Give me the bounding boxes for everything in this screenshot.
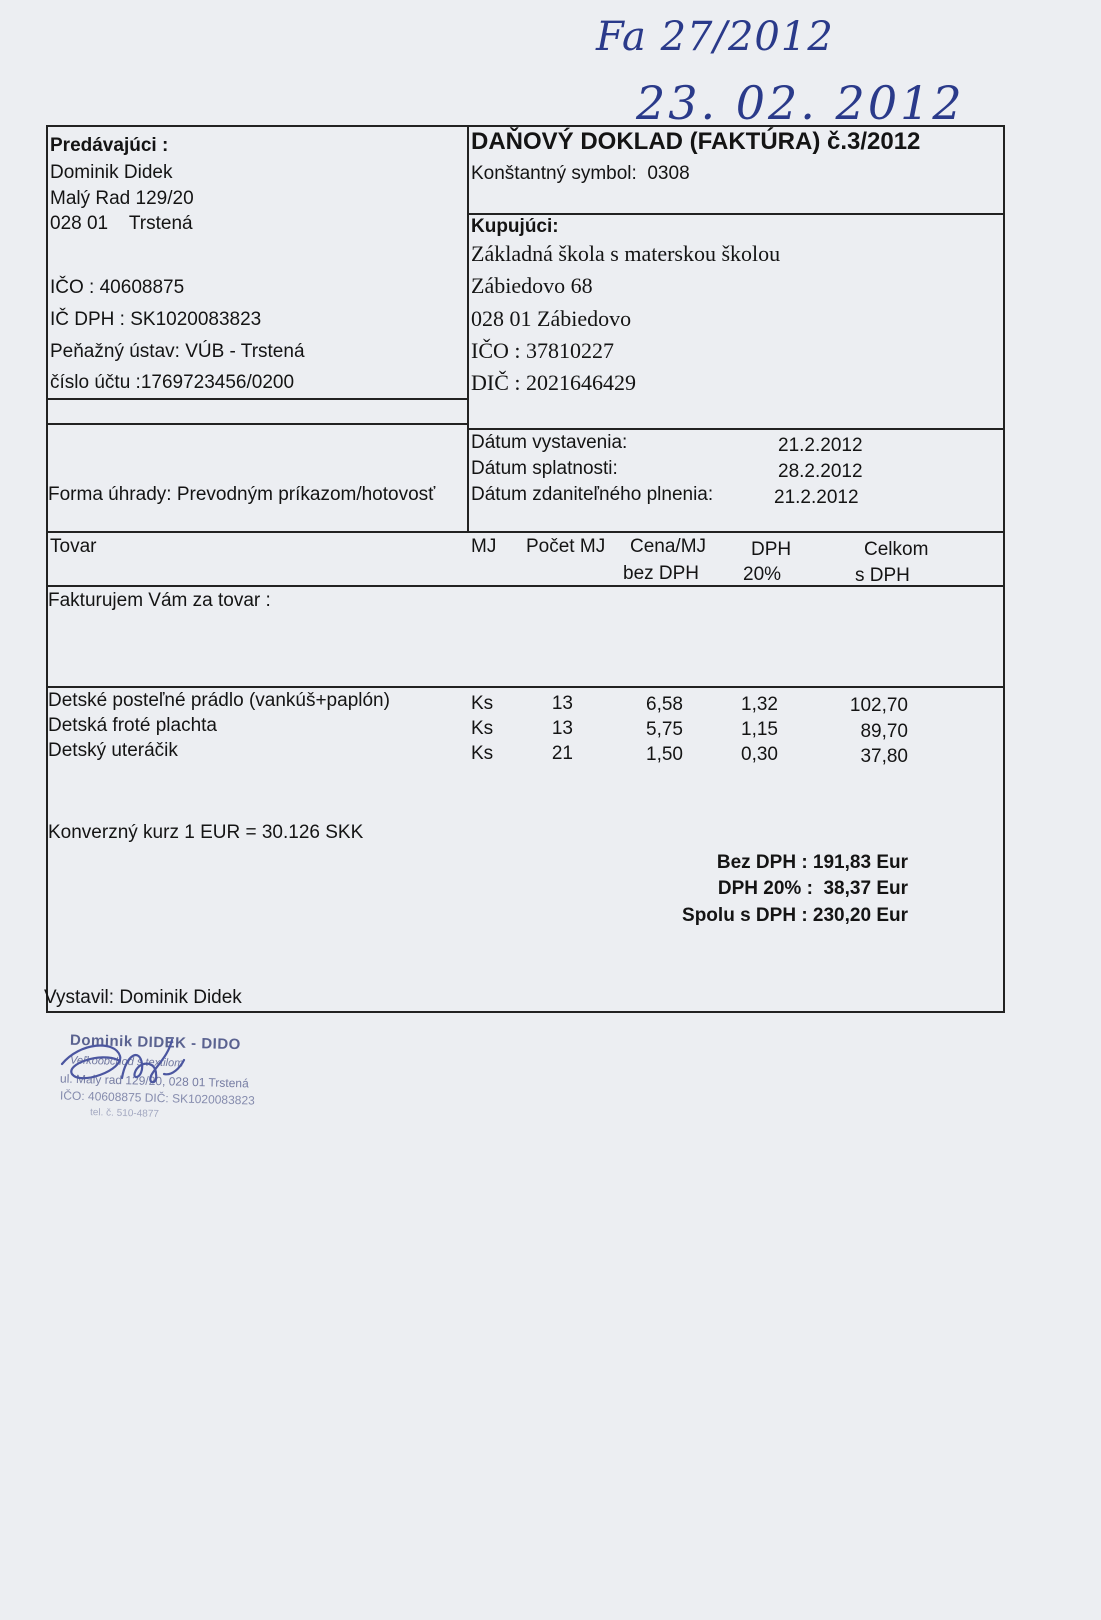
header-qty: Počet MJ <box>526 536 606 557</box>
seller-city: 028 01 Trstená <box>50 213 193 234</box>
seller-bank: Peňažný ústav: VÚB - Trstená <box>50 341 305 362</box>
stamp-line-ids: IČO: 40608875 DIČ: SK1020083823 <box>59 1088 255 1108</box>
date-issued-value: 21.2.2012 <box>778 435 863 456</box>
invoice-frame <box>46 125 1005 1013</box>
buyer-city: 028 01 Zábiedovo <box>471 306 632 331</box>
row-name: Detské posteľné prádlo (vankúš+paplón) <box>48 690 390 711</box>
header-total-2: s DPH <box>855 565 910 586</box>
row-unit: Ks <box>471 693 494 714</box>
row-name: Detský uteráčik <box>48 740 178 761</box>
seller-heading: Predávajúci : <box>50 135 169 156</box>
stamp-line-address: ul. Malý rad 129/20, 028 01 Trstená <box>59 1071 249 1091</box>
buyer-heading: Kupujúci: <box>471 216 559 237</box>
row-total: 102,70 <box>849 695 908 716</box>
header-unit: MJ <box>471 536 497 557</box>
payment-method: Forma úhrady: Prevodným príkazom/hotovosť <box>48 484 436 505</box>
row-qty: 13 <box>551 718 573 739</box>
row-unit: Ks <box>471 718 494 739</box>
date-due-value: 28.2.2012 <box>778 461 863 482</box>
row-vat: 1,32 <box>741 694 778 715</box>
signature-icon <box>60 1031 310 1139</box>
constant-symbol: Konštantný symbol: 0308 <box>471 163 690 184</box>
header-vat-1: DPH <box>751 539 792 560</box>
date-taxable-label: Dátum zdaniteľného plnenia: <box>471 484 714 505</box>
handwritten-reference: Fa 27/2012 <box>596 14 834 60</box>
header-total-1: Celkom <box>864 539 929 560</box>
buyer-ico: IČO : 37810227 <box>471 338 614 363</box>
stamp-line-business: Veľkoobchod s textilom <box>69 1054 184 1070</box>
row-qty: 13 <box>551 693 573 714</box>
issued-by: Vystavil: Dominik Didek <box>44 987 242 1008</box>
seller-ico: IČO : 40608875 <box>50 277 185 298</box>
date-issued-label: Dátum vystavenia: <box>471 432 628 453</box>
total-without-vat: Bez DPH : 191,83 Eur <box>716 852 908 873</box>
header-price-2: bez DPH <box>623 563 700 584</box>
stamp-line-phone: tel. č. 510-4877 <box>89 1107 160 1120</box>
row-total: 37,80 <box>860 746 908 767</box>
row-unit: Ks <box>471 743 494 764</box>
seller-name: Dominik Didek <box>50 162 173 183</box>
header-vat-2: 20% <box>743 564 782 585</box>
date-due-label: Dátum splatnosti: <box>471 458 618 479</box>
row-qty: 21 <box>551 743 573 764</box>
row-total: 89,70 <box>860 721 908 742</box>
conversion-rate: Konverzný kurz 1 EUR = 30.126 SKK <box>48 822 364 843</box>
total-with-vat: Spolu s DPH : 230,20 Eur <box>682 905 908 926</box>
row-vat: 0,30 <box>741 744 778 765</box>
row-name: Detská froté plachta <box>48 715 217 736</box>
buyer-name: Základná škola s materskou školou <box>471 241 781 266</box>
header-price-1: Cena/MJ <box>630 536 707 557</box>
date-taxable-value: 21.2.2012 <box>774 487 859 508</box>
document-title: DAŇOVÝ DOKLAD (FAKTÚRA) č.3/2012 <box>471 128 921 155</box>
seller-street: Malý Rad 129/20 <box>50 188 194 209</box>
company-stamp <box>59 1031 310 1139</box>
total-vat: DPH 20% : 38,37 Eur <box>717 878 908 899</box>
seller-account: číslo účtu :1769723456/0200 <box>50 372 295 393</box>
row-price: 1,50 <box>646 744 683 765</box>
stamp-company-name: Dominik DIDEK - DIDO <box>69 1031 242 1054</box>
goods-intro: Fakturujem Vám za tovar : <box>48 590 271 611</box>
row-price: 5,75 <box>646 719 683 740</box>
header-goods: Tovar <box>50 536 97 557</box>
row-price: 6,58 <box>646 694 683 715</box>
buyer-street: Zábiedovo 68 <box>471 273 593 298</box>
row-vat: 1,15 <box>741 719 778 740</box>
buyer-dic: DIČ : 2021646429 <box>471 370 636 395</box>
seller-ic-dph: IČ DPH : SK1020083823 <box>50 309 262 330</box>
handwritten-date: 23. 02. 2012 <box>636 76 965 130</box>
